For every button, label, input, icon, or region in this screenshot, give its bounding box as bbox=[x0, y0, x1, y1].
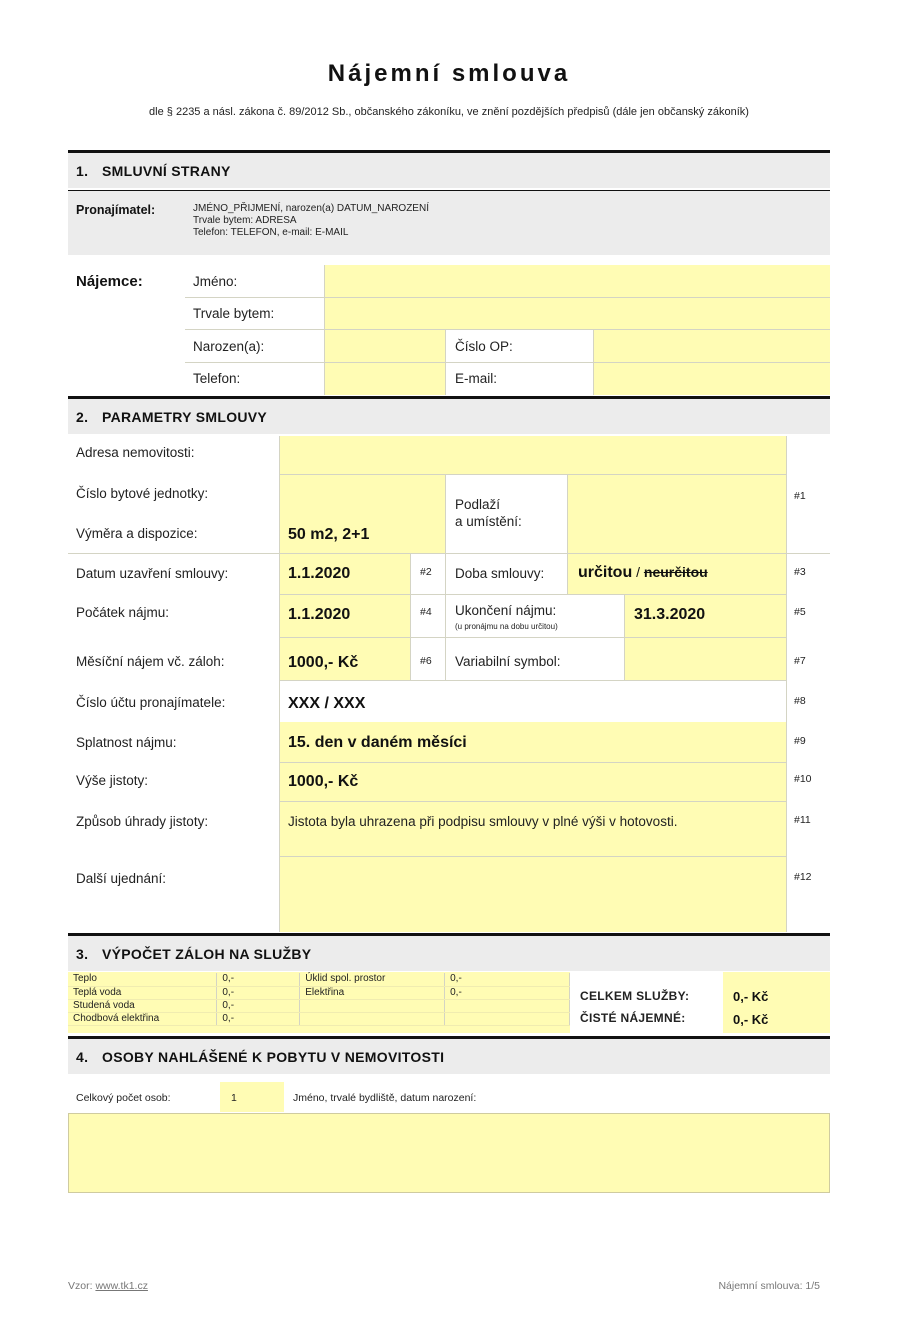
ref-2: #2 bbox=[420, 566, 432, 578]
footer-page: Nájemní smlouva: 1/5 bbox=[718, 1280, 820, 1292]
vs-label: Variabilní symbol: bbox=[455, 654, 561, 669]
area-label: Výměra a dispozice: bbox=[76, 526, 198, 541]
divider bbox=[279, 594, 786, 595]
service-value[interactable] bbox=[445, 999, 570, 1012]
duration-separator: / bbox=[632, 564, 644, 580]
section-number: 4. bbox=[76, 1049, 89, 1065]
divider bbox=[279, 474, 786, 475]
tenant-email-field[interactable] bbox=[593, 363, 830, 395]
total-services-label: CELKEM SLUŽBY: bbox=[580, 989, 690, 1003]
divider bbox=[786, 436, 787, 932]
ref-5: #5 bbox=[794, 606, 806, 618]
section-number: 2. bbox=[76, 409, 89, 425]
start-label: Počátek nájmu: bbox=[76, 605, 170, 620]
persons-label: Jméno, trvalé bydliště, datum narození: bbox=[293, 1092, 477, 1104]
person-count-value: 1 bbox=[231, 1092, 237, 1104]
area-value: 50 m2, 2+1 bbox=[288, 526, 370, 543]
section-title: OSOBY NAHLÁŠENÉ K POBYTU V NEMOVITOSTI bbox=[102, 1049, 445, 1065]
duration-label: Doba smlouvy: bbox=[455, 566, 545, 581]
floor-label-2: a umístění: bbox=[455, 514, 522, 529]
document-title: Nájemní smlouva bbox=[327, 60, 571, 87]
service-name bbox=[300, 999, 445, 1012]
person-count-field[interactable] bbox=[220, 1082, 284, 1112]
ref-6: #6 bbox=[420, 655, 432, 667]
divider bbox=[185, 329, 830, 330]
section-title: VÝPOČET ZÁLOH NA SLUŽBY bbox=[102, 946, 312, 962]
other-label: Další ujednání: bbox=[76, 871, 167, 886]
service-value[interactable]: 0,- bbox=[217, 1012, 300, 1025]
tenant-address-field[interactable] bbox=[324, 298, 830, 329]
ref-12: #12 bbox=[794, 871, 812, 883]
tenant-id-field[interactable] bbox=[593, 330, 830, 362]
net-rent-value: 0,- Kč bbox=[733, 1012, 769, 1027]
divider bbox=[624, 595, 625, 680]
vs-field[interactable] bbox=[624, 638, 786, 680]
divider bbox=[279, 801, 786, 802]
ref-10: #10 bbox=[794, 773, 812, 785]
tenant-address-label: Trvale bytem: bbox=[193, 306, 275, 321]
tenant-id-label: Číslo OP: bbox=[455, 339, 513, 354]
divider bbox=[279, 680, 786, 681]
service-value[interactable]: 0,- bbox=[217, 999, 300, 1012]
footer-source bbox=[68, 1280, 148, 1292]
total-services-value: 0,- Kč bbox=[733, 989, 769, 1004]
footer-link[interactable]: www.tk1.cz bbox=[95, 1280, 148, 1292]
table-row bbox=[68, 1012, 570, 1025]
divider bbox=[279, 762, 786, 763]
landlord-line-2: Trvale bytem: ADRESA bbox=[193, 215, 297, 226]
tenant-email-label: E-mail: bbox=[455, 371, 498, 386]
divider bbox=[68, 553, 830, 554]
tenant-label: Nájemce: bbox=[76, 273, 143, 290]
divider bbox=[445, 475, 446, 680]
person-count-label: Celkový počet osob: bbox=[76, 1092, 171, 1104]
property-address-label: Adresa nemovitosti: bbox=[76, 445, 195, 460]
divider bbox=[279, 637, 786, 638]
section-3-header bbox=[68, 933, 830, 971]
ref-8: #8 bbox=[794, 695, 806, 707]
divider bbox=[324, 265, 325, 395]
deposit-method-value: Jistota byla uhrazena při podpisu smlouvy v plné výši v hotovosti. bbox=[288, 814, 678, 829]
section-2-header bbox=[68, 396, 830, 434]
service-name bbox=[300, 1012, 445, 1025]
duration-value bbox=[578, 564, 708, 582]
tenant-born-label: Narozen(a): bbox=[193, 339, 265, 354]
divider bbox=[185, 362, 830, 363]
service-name: Elektřina bbox=[300, 986, 445, 999]
ref-4: #4 bbox=[420, 606, 432, 618]
tenant-phone-field[interactable] bbox=[324, 363, 445, 395]
due-value: 15. den v daném měsíci bbox=[288, 734, 467, 751]
tenant-name-label: Jméno: bbox=[193, 274, 238, 289]
property-address-field[interactable] bbox=[279, 436, 786, 474]
deposit-method-label: Způsob úhrady jistoty: bbox=[76, 814, 209, 829]
divider bbox=[593, 330, 594, 395]
table-row bbox=[68, 986, 570, 999]
section-title: PARAMETRY SMLOUVY bbox=[102, 409, 268, 425]
rent-value: 1000,- Kč bbox=[288, 654, 359, 671]
divider bbox=[185, 297, 830, 298]
landlord-line-3: Telefon: TELEFON, e-mail: E-MAIL bbox=[193, 227, 349, 238]
floor-field[interactable] bbox=[567, 475, 786, 553]
persons-field[interactable] bbox=[68, 1113, 830, 1193]
duration-definite: určitou bbox=[578, 564, 633, 581]
landlord-label: Pronajímatel: bbox=[76, 203, 156, 217]
service-name: Chodbová elektřina bbox=[68, 1012, 217, 1025]
rent-label: Měsíční nájem vč. záloh: bbox=[76, 654, 225, 669]
section-title: SMLUVNÍ STRANY bbox=[102, 163, 231, 179]
service-value[interactable]: 0,- bbox=[445, 973, 570, 986]
landlord-details bbox=[193, 203, 429, 239]
ref-3: #3 bbox=[794, 566, 806, 578]
unit-number-label: Číslo bytové jednotky: bbox=[76, 486, 209, 501]
service-name: Úklid spol. prostor bbox=[300, 973, 445, 986]
section-number: 1. bbox=[76, 163, 89, 179]
service-name: Teplá voda bbox=[68, 986, 217, 999]
ref-1: #1 bbox=[794, 490, 806, 502]
divider bbox=[445, 330, 446, 395]
section-4-header bbox=[68, 1036, 830, 1074]
section-1-header bbox=[68, 150, 830, 188]
footer-prefix: Vzor: bbox=[68, 1280, 96, 1292]
deposit-value: 1000,- Kč bbox=[288, 773, 359, 790]
section-number: 3. bbox=[76, 946, 89, 962]
deposit-label: Výše jistoty: bbox=[76, 773, 149, 788]
ref-9: #9 bbox=[794, 735, 806, 747]
account-value: XXX / XXX bbox=[288, 695, 366, 712]
floor-label: Podlaží bbox=[455, 497, 501, 512]
tenant-born-field[interactable] bbox=[324, 330, 445, 362]
services-table bbox=[68, 973, 570, 1026]
service-value[interactable]: 0,- bbox=[217, 986, 300, 999]
ref-7: #7 bbox=[794, 655, 806, 667]
account-label: Číslo účtu pronajímatele: bbox=[76, 695, 226, 710]
net-rent-label: ČISTÉ NÁJEMNÉ: bbox=[580, 1011, 686, 1025]
document-subtitle: dle § 2235 a násl. zákona č. 89/2012 Sb., občanského zákoníku, ve znění pozdějších předpisů (dále jen občanský zákoník) bbox=[149, 106, 749, 118]
divider bbox=[567, 475, 568, 594]
divider bbox=[279, 856, 786, 857]
start-value: 1.1.2020 bbox=[288, 606, 351, 623]
landlord-line-1: JMÉNO_PŘIJMENÍ, narozen(a) DATUM_NAROZENÍ bbox=[193, 203, 429, 214]
service-value[interactable]: 0,- bbox=[217, 973, 300, 986]
end-value: 31.3.2020 bbox=[634, 606, 706, 623]
service-value[interactable] bbox=[445, 1012, 570, 1025]
landlord-block bbox=[68, 191, 830, 255]
service-value[interactable]: 0,- bbox=[445, 986, 570, 999]
tenant-name-field[interactable] bbox=[324, 265, 830, 297]
ref-11: #11 bbox=[794, 814, 811, 826]
conclusion-date-value: 1.1.2020 bbox=[288, 565, 351, 582]
divider bbox=[279, 436, 280, 932]
end-note: (u pronájmu na dobu určitou) bbox=[455, 622, 558, 631]
duration-indefinite: neurčitou bbox=[643, 564, 708, 580]
table-row bbox=[68, 973, 570, 986]
table-row bbox=[68, 999, 570, 1012]
conclusion-date-label: Datum uzavření smlouvy: bbox=[76, 566, 229, 581]
service-name: Studená voda bbox=[68, 999, 217, 1012]
due-label: Splatnost nájmu: bbox=[76, 735, 177, 750]
divider bbox=[410, 554, 411, 680]
end-label: Ukončení nájmu: bbox=[455, 603, 557, 618]
service-name: Teplo bbox=[68, 973, 217, 986]
tenant-phone-label: Telefon: bbox=[193, 371, 241, 386]
